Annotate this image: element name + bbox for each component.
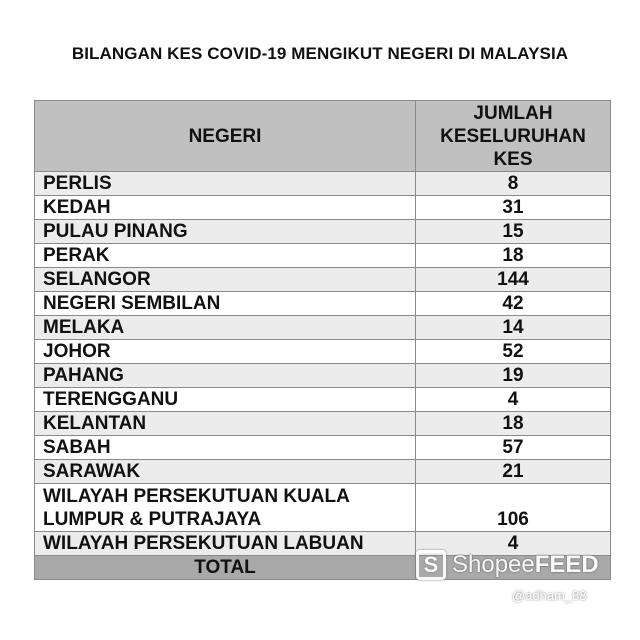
table-row: [35, 220, 611, 244]
state-name: WILAYAH PERSEKUTUAN LABUAN: [35, 532, 416, 556]
header-state: NEGERI: [35, 101, 416, 172]
state-name: PERLIS: [35, 172, 416, 196]
table-row: [35, 364, 611, 388]
table-row: [35, 388, 611, 412]
case-count: 19: [416, 364, 611, 388]
case-count: 21: [416, 460, 611, 484]
case-count: 31: [416, 196, 611, 220]
state-name: KELANTAN: [35, 412, 416, 436]
watermark-handle: @adham_88: [512, 588, 587, 603]
case-count: 14: [416, 316, 611, 340]
total-label: TOTAL: [35, 556, 416, 580]
covid-cases-table: [34, 100, 611, 580]
table-row: [35, 484, 611, 532]
table-header-row: [35, 101, 611, 172]
state-name: NEGERI SEMBILAN: [35, 292, 416, 316]
case-count: 8: [416, 172, 611, 196]
shopee-feed-watermark: [412, 544, 622, 606]
brand-feed: FEED: [534, 551, 599, 578]
header-total-line1: JUMLAH: [473, 102, 553, 124]
state-name: SELANGOR: [35, 268, 416, 292]
table-row: [35, 196, 611, 220]
state-name: PERAK: [35, 244, 416, 268]
table-row: [35, 460, 611, 484]
brand-shopee: Shopee: [452, 551, 535, 578]
state-name: SARAWAK: [35, 460, 416, 484]
state-name: PAHANG: [35, 364, 416, 388]
page-title: BILANGAN KES COVID-19 MENGIKUT NEGERI DI MALAYSIA: [71, 44, 569, 63]
case-count: 4: [416, 532, 611, 556]
state-name: WILAYAH PERSEKUTUAN KUALA LUMPUR & PUTRAJAYA: [35, 484, 416, 532]
table-row: [35, 436, 611, 460]
header-total-line2: KESELURUHAN: [440, 125, 586, 147]
case-count: 4: [416, 388, 611, 412]
case-count: 15: [416, 220, 611, 244]
case-count: 106: [416, 484, 611, 532]
case-count: 144: [416, 268, 611, 292]
shopee-bag-icon: S: [416, 550, 446, 580]
state-name: JOHOR: [35, 340, 416, 364]
table-row: [35, 292, 611, 316]
table-row: [35, 244, 611, 268]
case-count: 57: [416, 436, 611, 460]
case-count: 18: [416, 244, 611, 268]
table-row: [35, 172, 611, 196]
state-name: KEDAH: [35, 196, 416, 220]
table-row: [35, 412, 611, 436]
case-count: 18: [416, 412, 611, 436]
table-row: [35, 340, 611, 364]
state-name: TERENGGANU: [35, 388, 416, 412]
header-total-cases: [416, 101, 611, 172]
state-name: SABAH: [35, 436, 416, 460]
header-total-line3: KES: [493, 148, 533, 170]
case-count: 42: [416, 292, 611, 316]
table-row: [35, 268, 611, 292]
state-name: PULAU PINANG: [35, 220, 416, 244]
table-row: [35, 316, 611, 340]
state-name: MELAKA: [35, 316, 416, 340]
watermark-brand: [452, 549, 599, 581]
case-count: 52: [416, 340, 611, 364]
